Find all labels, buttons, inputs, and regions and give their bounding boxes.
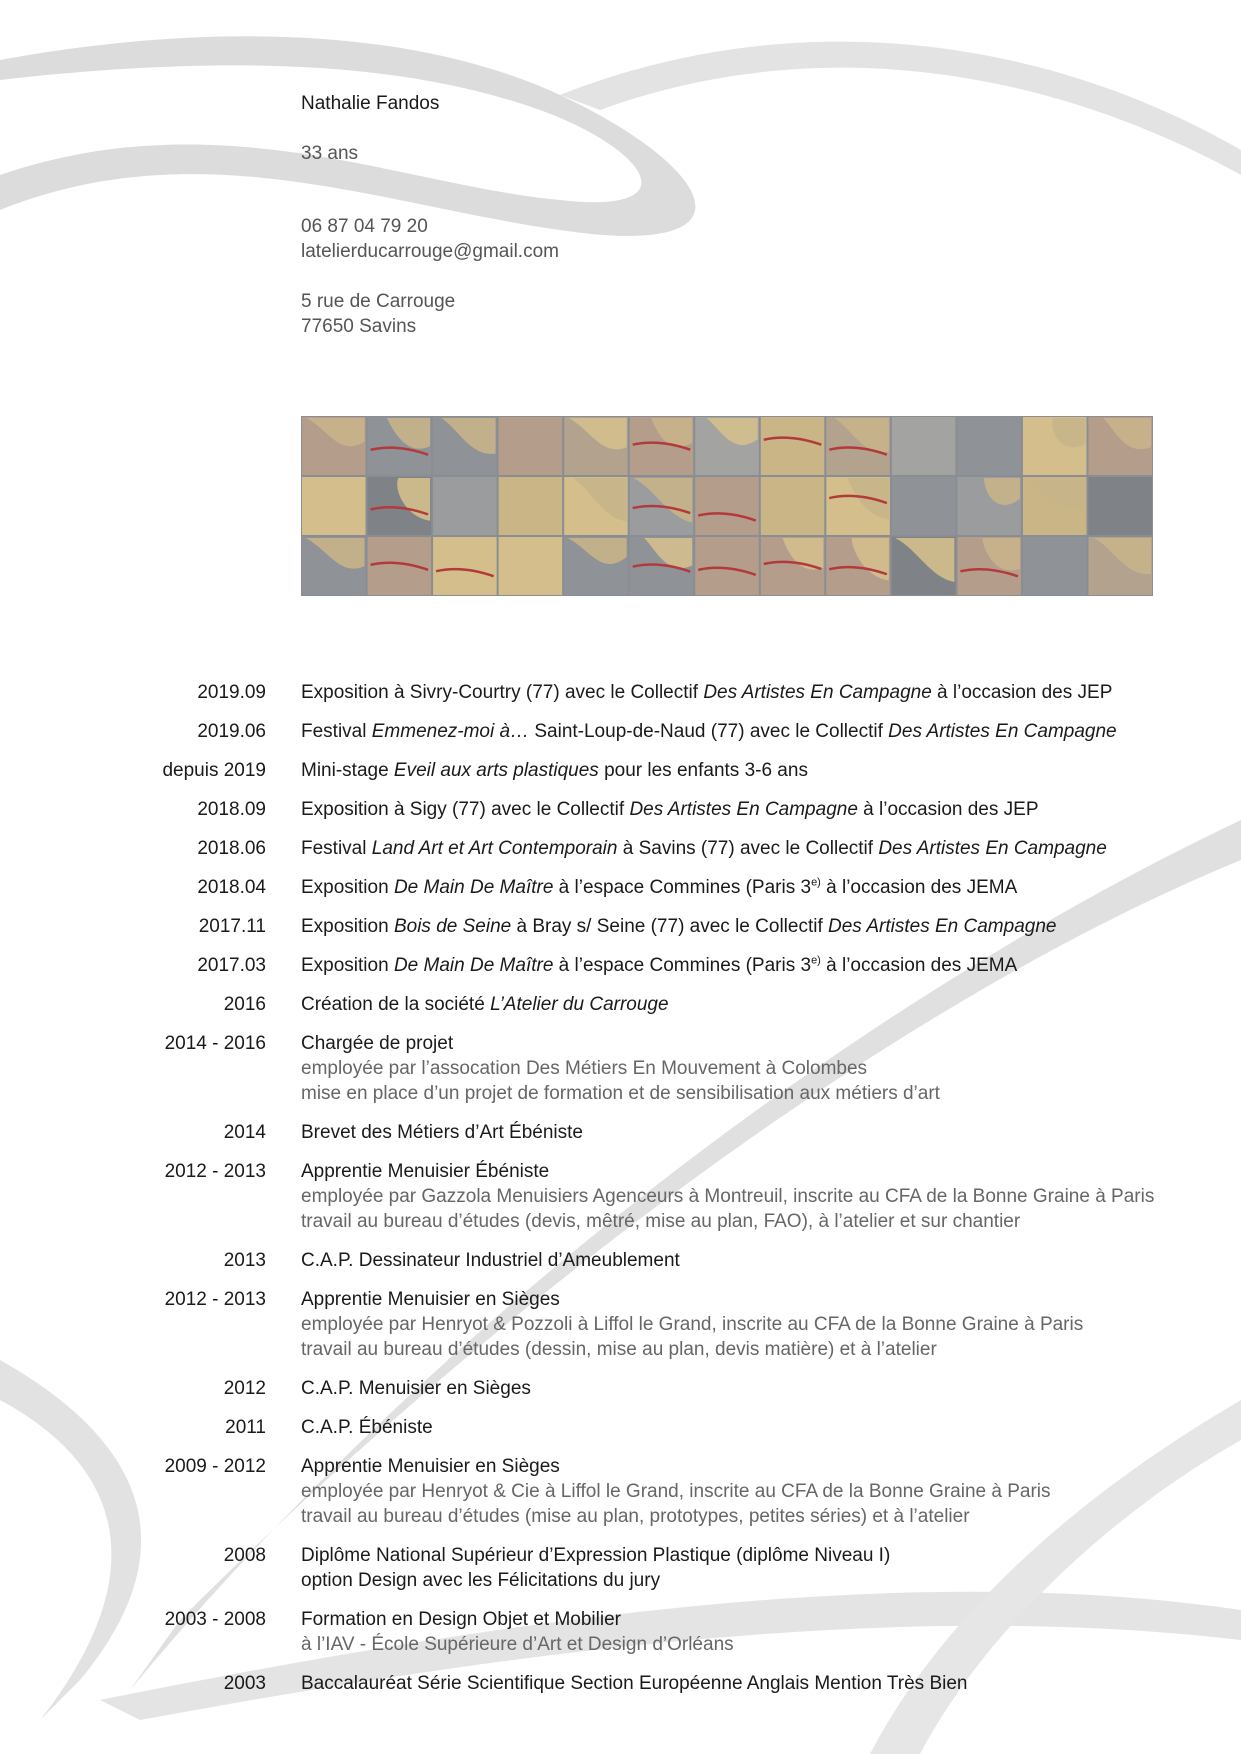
timeline-description: [301, 1415, 1201, 1440]
timeline-row: [0, 1415, 1241, 1440]
timeline-title-segment: Baccalauréat Série Scientifique Section Européenne Anglais Mention Très Bien: [301, 1673, 968, 1694]
timeline-detail: employée par Gazzola Menuisiers Agenceurs à Montreuil, inscrite au CFA de la Bonne Graine à Paris: [301, 1186, 1155, 1207]
timeline-description: [301, 875, 1201, 900]
timeline-row: [0, 1454, 1241, 1529]
timeline-title-segment: à Savins (77) avec le Collectif: [617, 838, 879, 859]
timeline-date: 2009 - 2012: [164, 1456, 266, 1477]
timeline-row: [0, 1159, 1241, 1234]
tile-mosaic-image: [301, 416, 1153, 596]
timeline-detail: employée par Henryot & Pozzoli à Liffol le Grand, inscrite au CFA de la Bonne Graine à Paris: [301, 1314, 1084, 1335]
timeline-title-segment: Des Artistes En Campagne: [888, 721, 1117, 742]
timeline-title-segment: L’Atelier du Carrouge: [490, 994, 669, 1015]
timeline-description: [301, 1248, 1201, 1273]
timeline-title-segment: Emmenez-moi à…: [371, 721, 530, 742]
timeline-description: [301, 797, 1201, 822]
timeline-title-segment: à l’occasion des JEP: [931, 682, 1113, 703]
contact-block: [301, 214, 559, 264]
mosaic-tile: [761, 477, 825, 535]
timeline-title: [301, 1607, 1201, 1632]
timeline-title-segment: C.A.P. Dessinateur Industriel d’Ameublement: [301, 1250, 680, 1271]
mosaic-tile: [695, 477, 759, 535]
mosaic-tile: [433, 537, 497, 595]
mosaic-tile: [499, 477, 563, 535]
contact-header: [301, 92, 559, 339]
timeline-title-segment: à l’espace Commines (Paris 3: [553, 955, 812, 976]
timeline-title-segment: Exposition: [301, 916, 394, 937]
mosaic-tile: [1088, 477, 1152, 535]
timeline-title-segment: Des Artistes En Campagne: [629, 799, 858, 820]
timeline-date: 2008: [223, 1545, 266, 1566]
timeline-date: 2003 - 2008: [164, 1609, 266, 1630]
timeline-row: [0, 758, 1241, 783]
timeline-title-segment: à l’occasion des JEMA: [820, 877, 1018, 898]
timeline-date: 2018.04: [197, 877, 266, 898]
timeline-detail: à l’IAV - École Supérieure d’Art et Design d’Orléans: [301, 1634, 734, 1655]
timeline-description: [301, 836, 1201, 861]
timeline-title-segment: De Main De Maître: [393, 955, 554, 976]
timeline-row: [0, 719, 1241, 744]
timeline-title-segment: Exposition à Sigy (77) avec le Collectif: [301, 799, 630, 820]
timeline-description: [301, 719, 1201, 744]
timeline-title-segment: C.A.P. Ébéniste: [301, 1417, 433, 1438]
timeline-date: 2013: [223, 1250, 266, 1271]
timeline-date: 2017.03: [197, 955, 266, 976]
timeline-title-segment: à l’occasion des JEP: [857, 799, 1039, 820]
tile-artwork-banner: [301, 416, 1153, 596]
timeline-title: [301, 1287, 1201, 1312]
timeline-description: [301, 1376, 1201, 1401]
timeline-title-segment: C.A.P. Menuisier en Sièges: [301, 1378, 531, 1399]
timeline-title: [301, 1031, 1201, 1056]
mosaic-tile: [892, 417, 956, 475]
timeline-date: 2019.06: [197, 721, 266, 742]
timeline-title-segment: Diplôme National Supérieur d’Expression Plastique (diplôme Niveau I): [301, 1545, 891, 1566]
timeline-title: [301, 719, 1201, 744]
timeline-detail: mise en place d’un projet de formation et de sensibilisation aux métiers d’art: [301, 1083, 940, 1104]
address-line-1: 5 rue de Carrouge: [301, 291, 456, 312]
mosaic-tile: [957, 417, 1021, 475]
timeline-title: [301, 1248, 1201, 1273]
timeline-row: [0, 797, 1241, 822]
mosaic-tile: [761, 417, 825, 475]
timeline-title-segment: Formation en Design Objet et Mobilier: [301, 1609, 621, 1630]
timeline-date: 2012 - 2013: [164, 1289, 266, 1310]
timeline-date: 2011: [225, 1417, 266, 1438]
timeline-date: 2014: [223, 1122, 266, 1143]
timeline-date: 2012 - 2013: [164, 1161, 266, 1182]
timeline-title-segment: Création de la société: [301, 994, 491, 1015]
timeline-row: [0, 1376, 1241, 1401]
timeline-description: [301, 1671, 1201, 1696]
timeline-description: [301, 953, 1201, 978]
mosaic-tile: [892, 477, 956, 535]
mosaic-tile: [499, 537, 563, 595]
timeline-row: [0, 875, 1241, 900]
timeline-row: [0, 1671, 1241, 1696]
timeline-detail: employée par Henryot & Cie à Liffol le Grand, inscrite au CFA de la Bonne Graine à Paris: [301, 1481, 1051, 1502]
timeline-title: [301, 992, 1201, 1017]
timeline-detail: travail au bureau d’études (dessin, mise au plan, devis matière) et à l’atelier: [301, 1339, 937, 1360]
timeline-title-segment: Saint-Loup-de-Naud (77) avec le Collectif: [529, 721, 889, 742]
mosaic-tile: [499, 417, 563, 475]
timeline-title-segment: à l’espace Commines (Paris 3: [553, 877, 812, 898]
timeline-description: [301, 1287, 1201, 1362]
timeline-date: 2019.09: [197, 682, 266, 703]
timeline-description: [301, 1607, 1201, 1657]
postal-address: [301, 289, 559, 339]
timeline-date: depuis 2019: [162, 760, 266, 781]
timeline-title-segment: à l’occasion des JEMA: [820, 955, 1018, 976]
timeline-description: [301, 1543, 1201, 1593]
mosaic-tile: [1023, 537, 1087, 595]
person-name: Nathalie Fandos: [301, 93, 440, 114]
timeline-row: [0, 680, 1241, 705]
timeline-row: [0, 1543, 1241, 1593]
timeline-date: 2014 - 2016: [164, 1033, 266, 1054]
timeline-title: [301, 875, 1201, 900]
mosaic-tile: [695, 537, 759, 595]
timeline-title: [301, 758, 1201, 783]
timeline-row: [0, 992, 1241, 1017]
timeline-description: [301, 992, 1201, 1017]
timeline-title: [301, 953, 1201, 978]
timeline-date: 2016: [223, 994, 266, 1015]
timeline-title: [301, 680, 1201, 705]
timeline-title: [301, 797, 1201, 822]
address-line-2: 77650 Savins: [301, 316, 417, 337]
timeline-title: [301, 1159, 1201, 1184]
mosaic-tile: [368, 537, 432, 595]
timeline-detail: employée par l’assocation Des Métiers En Mouvement à Colombes: [301, 1058, 868, 1079]
timeline-title: [301, 836, 1201, 861]
timeline-title-segment: Apprentie Menuisier en Sièges: [301, 1456, 560, 1477]
timeline-title-segment: Exposition: [301, 877, 394, 898]
timeline-title-segment: Mini-stage: [301, 760, 394, 781]
timeline-row: [0, 836, 1241, 861]
timeline-row: [0, 1120, 1241, 1145]
timeline-row: [0, 953, 1241, 978]
timeline-description: [301, 680, 1201, 705]
email-address[interactable]: latelierducarrouge@gmail.com: [301, 241, 559, 262]
mosaic-tile: [302, 477, 366, 535]
mosaic-tile: [433, 477, 497, 535]
timeline-title-continued: option Design avec les Félicitations du jury: [301, 1570, 661, 1591]
timeline-date: 2018.06: [197, 838, 266, 859]
timeline-title-segment: Exposition à Sivry-Courtry (77) avec le Collectif: [301, 682, 704, 703]
timeline-description: [301, 914, 1201, 939]
timeline-title: [301, 1415, 1201, 1440]
timeline-title-segment: e): [811, 954, 821, 967]
timeline-description: [301, 1120, 1201, 1145]
timeline-date: 2018.09: [197, 799, 266, 820]
timeline-description: [301, 758, 1201, 783]
timeline-title-segment: e): [811, 876, 821, 889]
timeline-title: [301, 914, 1201, 939]
timeline-title-segment: Bois de Seine: [393, 916, 512, 937]
timeline-title-segment: Festival: [301, 721, 372, 742]
phone-number: 06 87 04 79 20: [301, 216, 428, 237]
timeline-title: [301, 1120, 1201, 1145]
timeline-date: 2017.11: [198, 916, 266, 937]
timeline-title-segment: Apprentie Menuisier en Sièges: [301, 1289, 560, 1310]
timeline-title-segment: Eveil aux arts plastiques: [393, 760, 599, 781]
timeline-description: [301, 1159, 1201, 1234]
timeline-title-segment: Brevet des Métiers d’Art Ébéniste: [301, 1122, 583, 1143]
timeline-row: [0, 914, 1241, 939]
timeline-title: [301, 1543, 1201, 1568]
timeline-row: [0, 1287, 1241, 1362]
timeline-date: 2012: [223, 1378, 266, 1399]
timeline-title-segment: Apprentie Menuisier Ébéniste: [301, 1161, 550, 1182]
timeline-title: [301, 1376, 1201, 1401]
timeline-title-segment: Exposition: [301, 955, 394, 976]
timeline-title: [301, 1671, 1201, 1696]
cv-timeline: [0, 680, 1241, 1710]
timeline-title: [301, 1454, 1201, 1479]
timeline-title-segment: Des Artistes En Campagne: [703, 682, 932, 703]
timeline-detail: travail au bureau d’études (devis, mêtré, mise au plan, FAO), à l’atelier et sur chantier: [301, 1211, 1021, 1232]
timeline-row: [0, 1607, 1241, 1657]
timeline-row: [0, 1031, 1241, 1106]
timeline-title-segment: à Bray s/ Seine (77) avec le Collectif: [511, 916, 829, 937]
person-age: 33 ans: [301, 143, 359, 164]
timeline-description: [301, 1031, 1201, 1106]
timeline-date: 2003: [223, 1673, 266, 1694]
timeline-title-segment: Land Art et Art Contemporain: [371, 838, 618, 859]
timeline-title-segment: Festival: [301, 838, 372, 859]
timeline-description: [301, 1454, 1201, 1529]
timeline-detail: travail au bureau d’études (mise au plan, prototypes, petites séries) et à l’atelier: [301, 1506, 970, 1527]
timeline-title-segment: pour les enfants 3-6 ans: [598, 760, 808, 781]
timeline-title-segment: Des Artistes En Campagne: [828, 916, 1057, 937]
timeline-title-segment: De Main De Maître: [393, 877, 554, 898]
timeline-title-segment: Chargée de projet: [301, 1033, 454, 1054]
timeline-title-segment: Des Artistes En Campagne: [878, 838, 1107, 859]
timeline-row: [0, 1248, 1241, 1273]
